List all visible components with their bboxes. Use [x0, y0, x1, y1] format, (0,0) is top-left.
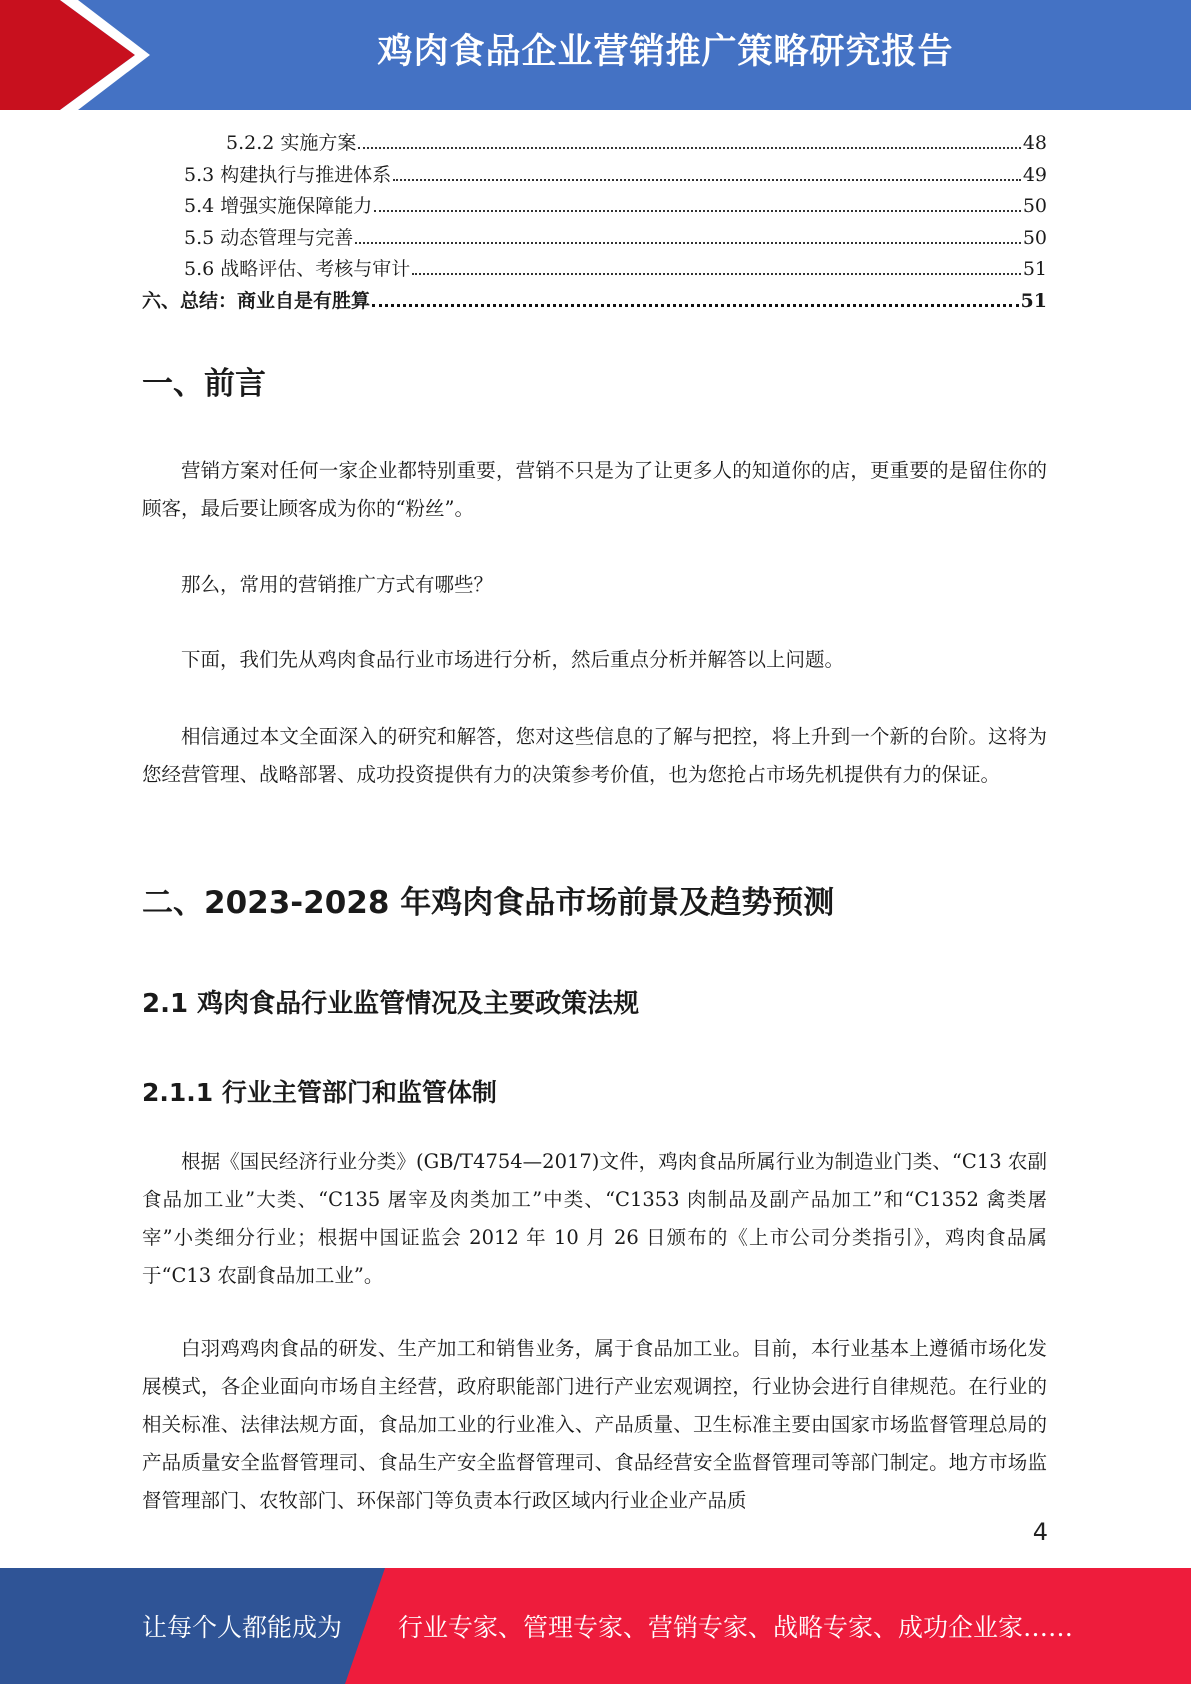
document-title: 鸡肉食品企业营销推广策略研究报告 — [377, 32, 954, 72]
section-heading-preface: 一、前言 — [142, 366, 266, 402]
toc-entry-label: 六、总结：商业自是有胜算 — [142, 289, 371, 312]
footer-slogan-left: 让每个人都能成为 — [142, 1613, 343, 1642]
page-footer — [0, 1568, 1191, 1684]
footer-slogan-right: 行业专家、管理专家、营销专家、战略专家、成功企业家…… — [398, 1613, 1074, 1642]
toc-entry-page: 49 — [1022, 163, 1047, 186]
body-paragraph: 那么，常用的营销推广方式有哪些？ — [181, 573, 494, 596]
toc-entry[interactable] — [142, 160, 1047, 192]
toc-entry-page: 51 — [1020, 289, 1047, 312]
toc-leader-dots — [372, 304, 1019, 307]
toc-leader-dots — [358, 147, 1020, 149]
body-paragraph: 营销方案对任何一家企业都特别重要，营销不只是为了让更多人的知道你的店，更重要的是留住你的顾客，最后要让顾客成为你的“粉丝”。 — [142, 459, 1047, 520]
page-header — [0, 0, 1191, 110]
toc-entry-label: 5.4 增强实施保障能力 — [184, 195, 373, 217]
toc-entry-label: 5.3 构建执行与推进体系 — [184, 163, 392, 186]
body-paragraph: 相信通过本文全面深入的研究和解答，您对这些信息的了解与把控，将上升到一个新的台阶。这将为您经营管理、战略部署、成功投资提供有力的决策参考价值，也为您抢占市场先机提供有力的保证。 — [142, 725, 1047, 786]
toc-leader-dots — [374, 210, 1021, 212]
toc-entry[interactable] — [142, 286, 1047, 318]
table-of-contents — [142, 128, 1047, 317]
body-paragraph: 下面，我们先从鸡肉食品行业市场进行分析，然后重点分析并解答以上问题。 — [181, 648, 845, 671]
toc-entry-page: 48 — [1022, 132, 1047, 154]
toc-leader-dots — [393, 179, 1021, 181]
toc-entry[interactable] — [142, 223, 1047, 255]
body-paragraph: 白羽鸡鸡肉食品的研发、生产加工和销售业务，属于食品加工业。目前，本行业基本上遵循市场化发展模式，各企业面向市场自主经营，政府职能部门进行产业宏观调控，行业协会进行自律规范。在行业的相关标准、法律法规方面，食品加工业的行业准入、产品质量、卫生标准主要由国家市场监督管理总局的产品质量安全监督管理司、食品生产安全监督管理司、食品经营安全监督管理司等部门制定。地方市场监督管理部门、农牧部门、环保部门等负责本行政区域内行业企业产品质 — [142, 1337, 1047, 1512]
toc-entry-page: 51 — [1022, 258, 1047, 280]
toc-entry-label: 5.6 战略评估、考核与审计 — [184, 258, 411, 280]
toc-entry[interactable] — [142, 191, 1047, 223]
body-paragraph: 根据《国民经济行业分类》(GB/T4754—2017)文件，鸡肉食品所属行业为制造业门类、“C13 农副食品加工业”大类、“C135 屠宰及肉类加工”中类、“C1353 肉制品及副产品加工”和“C1352 禽类屠宰”小类细分行业；根据中国证监会 2012 年 10 月 26 日颁布的《上市公司分类指引》，鸡肉食品属于“C13 农副食品加工业”。 — [142, 1150, 1047, 1287]
toc-leader-dots — [412, 273, 1021, 275]
toc-leader-dots — [355, 242, 1021, 244]
toc-entry-label: 5.2.2 实施方案 — [226, 132, 357, 154]
section-heading-market-outlook: 二、2023-2028 年鸡肉食品市场前景及趋势预测 — [142, 885, 835, 921]
toc-entry-page: 50 — [1022, 226, 1047, 249]
subsubsection-heading: 2.1.1 行业主管部门和监管体制 — [142, 1078, 497, 1107]
toc-entry[interactable] — [142, 254, 1047, 286]
toc-entry[interactable] — [142, 128, 1047, 160]
subsection-heading: 2.1 鸡肉食品行业监管情况及主要政策法规 — [142, 989, 640, 1019]
toc-entry-page: 50 — [1022, 195, 1047, 217]
page-number: 4 — [1032, 1518, 1048, 1546]
toc-entry-label: 5.5 动态管理与完善 — [184, 226, 354, 249]
